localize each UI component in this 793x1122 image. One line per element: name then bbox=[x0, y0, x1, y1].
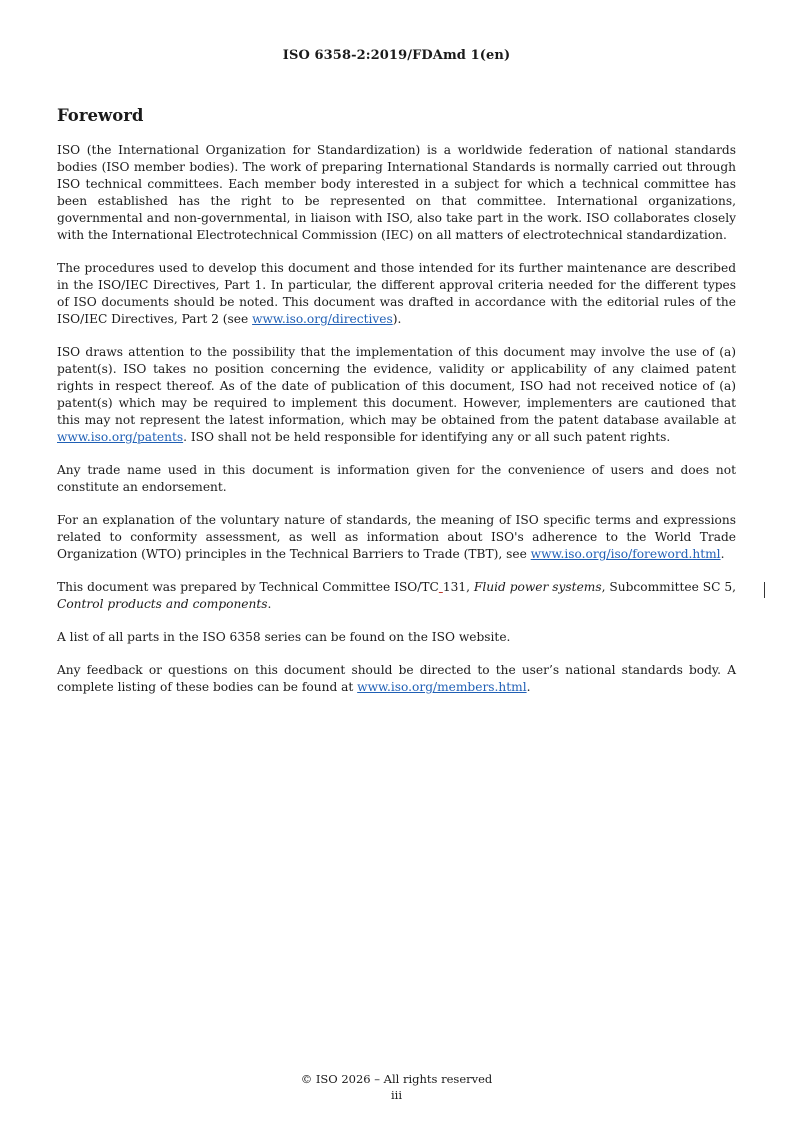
paragraph-text: . bbox=[720, 547, 725, 561]
paragraph-feedback bbox=[57, 662, 736, 696]
directives-link[interactable]: www.iso.org/directives bbox=[252, 312, 393, 326]
change-bar bbox=[764, 582, 765, 598]
paragraph-iso-intro: ISO (the International Organization for Standardization) is a worldwide federation of national standards bodies (ISO member bodies). The work of preparing International Standards is normally carried out through ISO technical committees. Each member body interested in a subject for which a technical committee has been established has the right to be represented on that committee. International organizations, governmental and non-governmental, in liaison with ISO, also take part in the work. ISO collaborates closely with the International Electrotechnical Commission (IEC) on all matters of electrotechnical standardization. bbox=[57, 143, 736, 242]
document-header: ISO 6358-2:2019/FDAmd 1(en) bbox=[282, 48, 511, 63]
paragraph-patents bbox=[57, 344, 736, 446]
paragraph-text: ). bbox=[392, 312, 402, 326]
foreword-link[interactable]: www.iso.org/iso/foreword.html bbox=[530, 547, 721, 561]
page-footer bbox=[0, 1071, 793, 1103]
paragraph-text: This document was prepared by Technical Committee ISO/TC bbox=[57, 580, 439, 594]
paragraph-text: . ISO shall not be held responsible for identifying any or all such patent rights. bbox=[183, 430, 671, 444]
section-title: Foreword bbox=[57, 106, 144, 125]
paragraph-text: , Subcommittee SC 5, bbox=[601, 580, 737, 594]
foreword-body bbox=[57, 142, 736, 712]
paragraph-text: Any feedback or questions on this document should be directed to the user’s national standards body. A complete listing of these bodies can be found at bbox=[57, 663, 736, 694]
patents-link[interactable]: www.iso.org/patents bbox=[57, 430, 184, 444]
paragraph-voluntary-nature bbox=[57, 512, 736, 563]
paragraph-text: The procedures used to develop this document and those intended for its further maintenance are described in the ISO/IEC Directives, Part 1. In particular, the different approval criteria needed for the different types of ISO documents should be noted. This document was drafted in accordance with the editorial rules of the ISO/IEC Directives, Part 2 (see bbox=[57, 261, 736, 326]
subcommittee-title: Control products and components bbox=[57, 597, 268, 611]
committee-title: Fluid power systems bbox=[473, 580, 602, 594]
paragraph-text: . bbox=[267, 597, 272, 611]
paragraph-trade-name: Any trade name used in this document is information given for the convenience of users and does not constitute an endorsement. bbox=[57, 463, 736, 494]
paragraph-parts-list: A list of all parts in the ISO 6358 series can be found on the ISO website. bbox=[57, 630, 511, 644]
paragraph-text: 131, bbox=[442, 580, 474, 594]
paragraph-procedures bbox=[57, 260, 736, 328]
paragraph-text: For an explanation of the voluntary nature of standards, the meaning of ISO specific terms and expressions related to conformity assessment, as well as information about ISO's adherence to the World Trade Organization (WTO) principles in the Technical Barriers to Trade (TBT), see bbox=[57, 513, 736, 561]
copyright-notice: © ISO 2026 – All rights reserved bbox=[300, 1072, 493, 1086]
paragraph-committee bbox=[57, 579, 736, 613]
paragraph-text: ISO draws attention to the possibility that the implementation of this document may involve the use of (a) patent(s). ISO takes no position concerning the evidence, validity or applicability of any claimed patent rights in respect thereof. As of the date of publication of this document, ISO had not received notice of (a) patent(s) which may be required to implement this document. However, implementers are cautioned that this may not represent the latest information, which may be obtained from the patent database available at bbox=[57, 345, 736, 427]
paragraph-text: . bbox=[526, 680, 531, 694]
members-link[interactable]: www.iso.org/members.html bbox=[357, 680, 527, 694]
page-number: iii bbox=[390, 1088, 403, 1102]
